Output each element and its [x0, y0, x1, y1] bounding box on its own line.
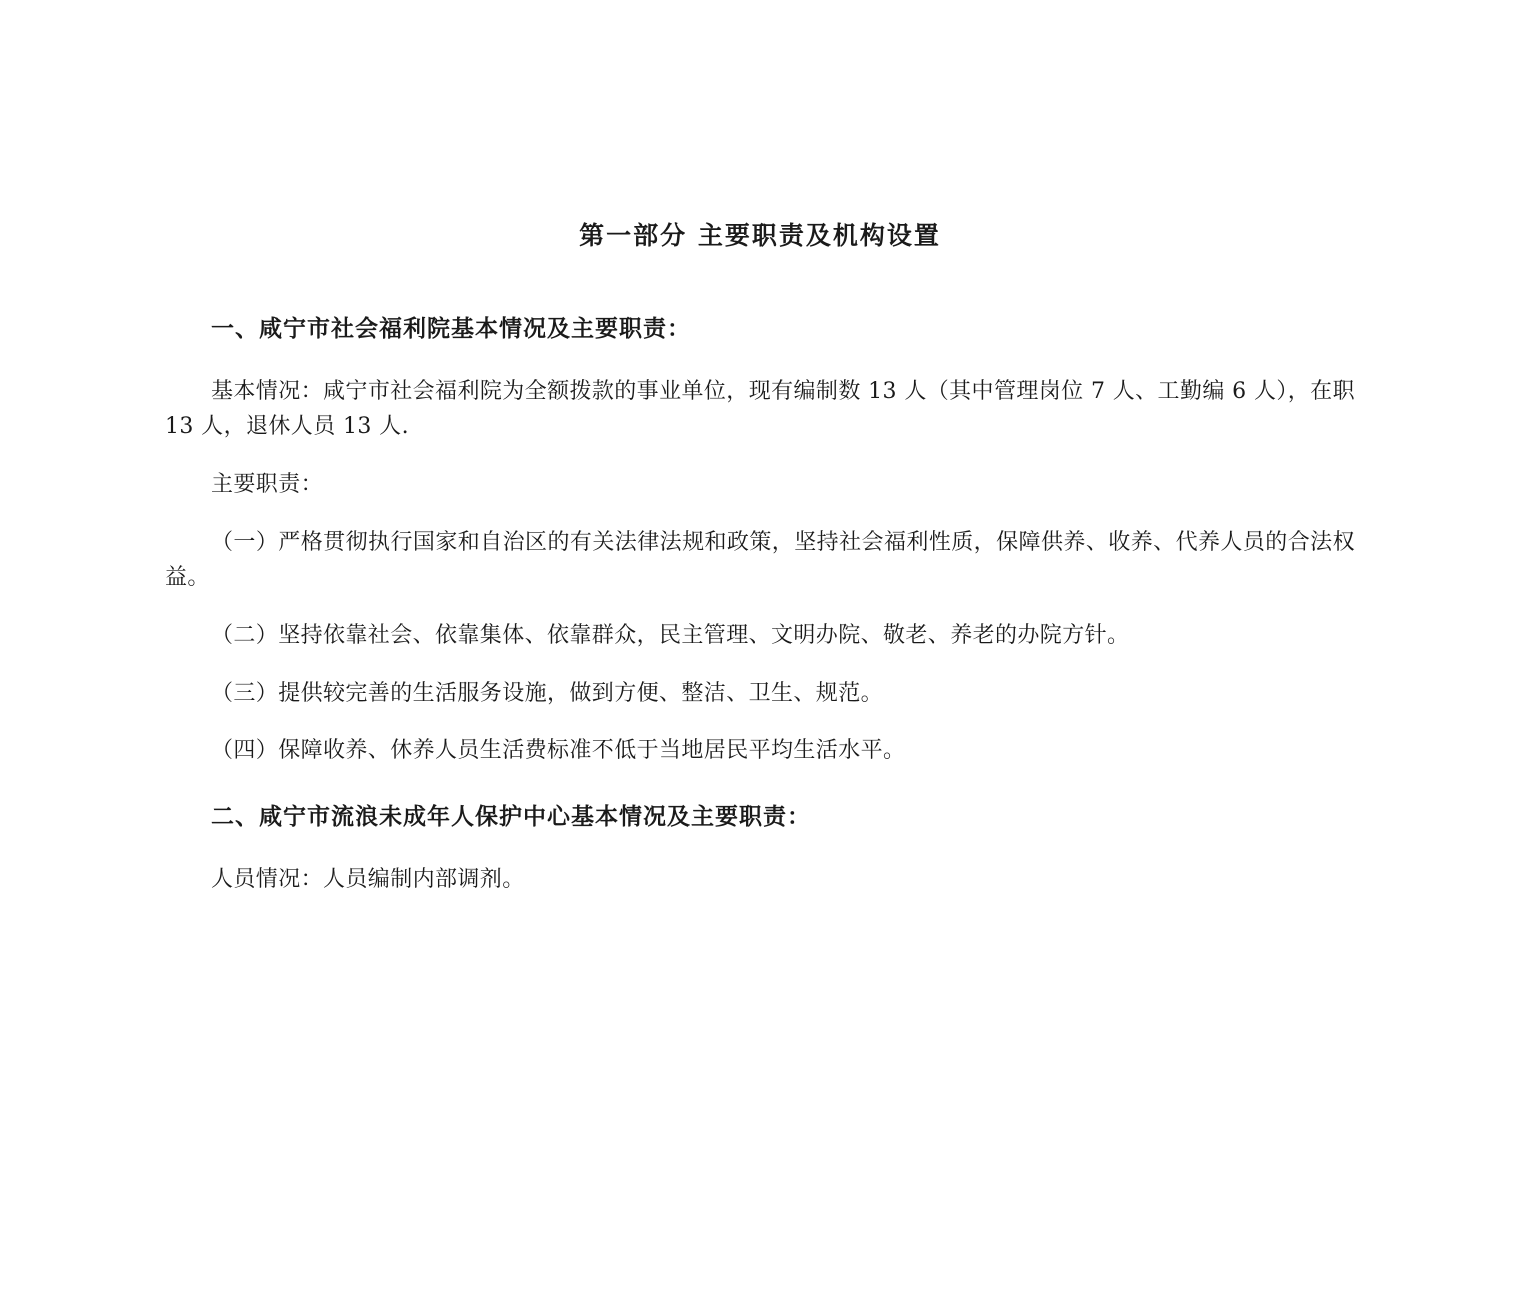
- heading-section-one: 一、咸宁市社会福利院基本情况及主要职责：: [211, 315, 691, 342]
- heading-section-two: 二、咸宁市流浪未成年人保护中心基本情况及主要职责：: [211, 802, 811, 830]
- document-page: [0, 218, 1520, 1292]
- paragraph-duty-one: （一）严格贯彻执行国家和自治区的有关法律法规和政策，坚持社会福利性质，保障供养、收养、代养人员的合法权益。: [165, 529, 1355, 591]
- paragraph-basic-situation: 基本情况：咸宁市社会福利院为全额拨款的事业单位，现有编制数 13 人（其中管理岗位 7 人、工勤编 6 人），在职 13 人，退休人员 13 人.: [165, 378, 1355, 440]
- paragraph-duty-four: （四）保障收养、休养人员生活费标准不低于当地居民平均生活水平。: [211, 738, 906, 764]
- paragraph-duty-two: （二）坚持依靠社会、依靠集体、依靠群众，民主管理、文明办院、敬老、养老的办院方针。: [211, 622, 1130, 648]
- paragraph-staff-situation: 人员情况：人员编制内部调剂。: [211, 866, 525, 892]
- page-title: 第一部分 主要职责及机构设置: [579, 221, 941, 250]
- paragraph-duty-three: （三）提供较完善的生活服务设施，做到方便、整洁、卫生、规范。: [211, 680, 884, 706]
- paragraph-main-duties-label: 主要职责：: [211, 472, 324, 498]
